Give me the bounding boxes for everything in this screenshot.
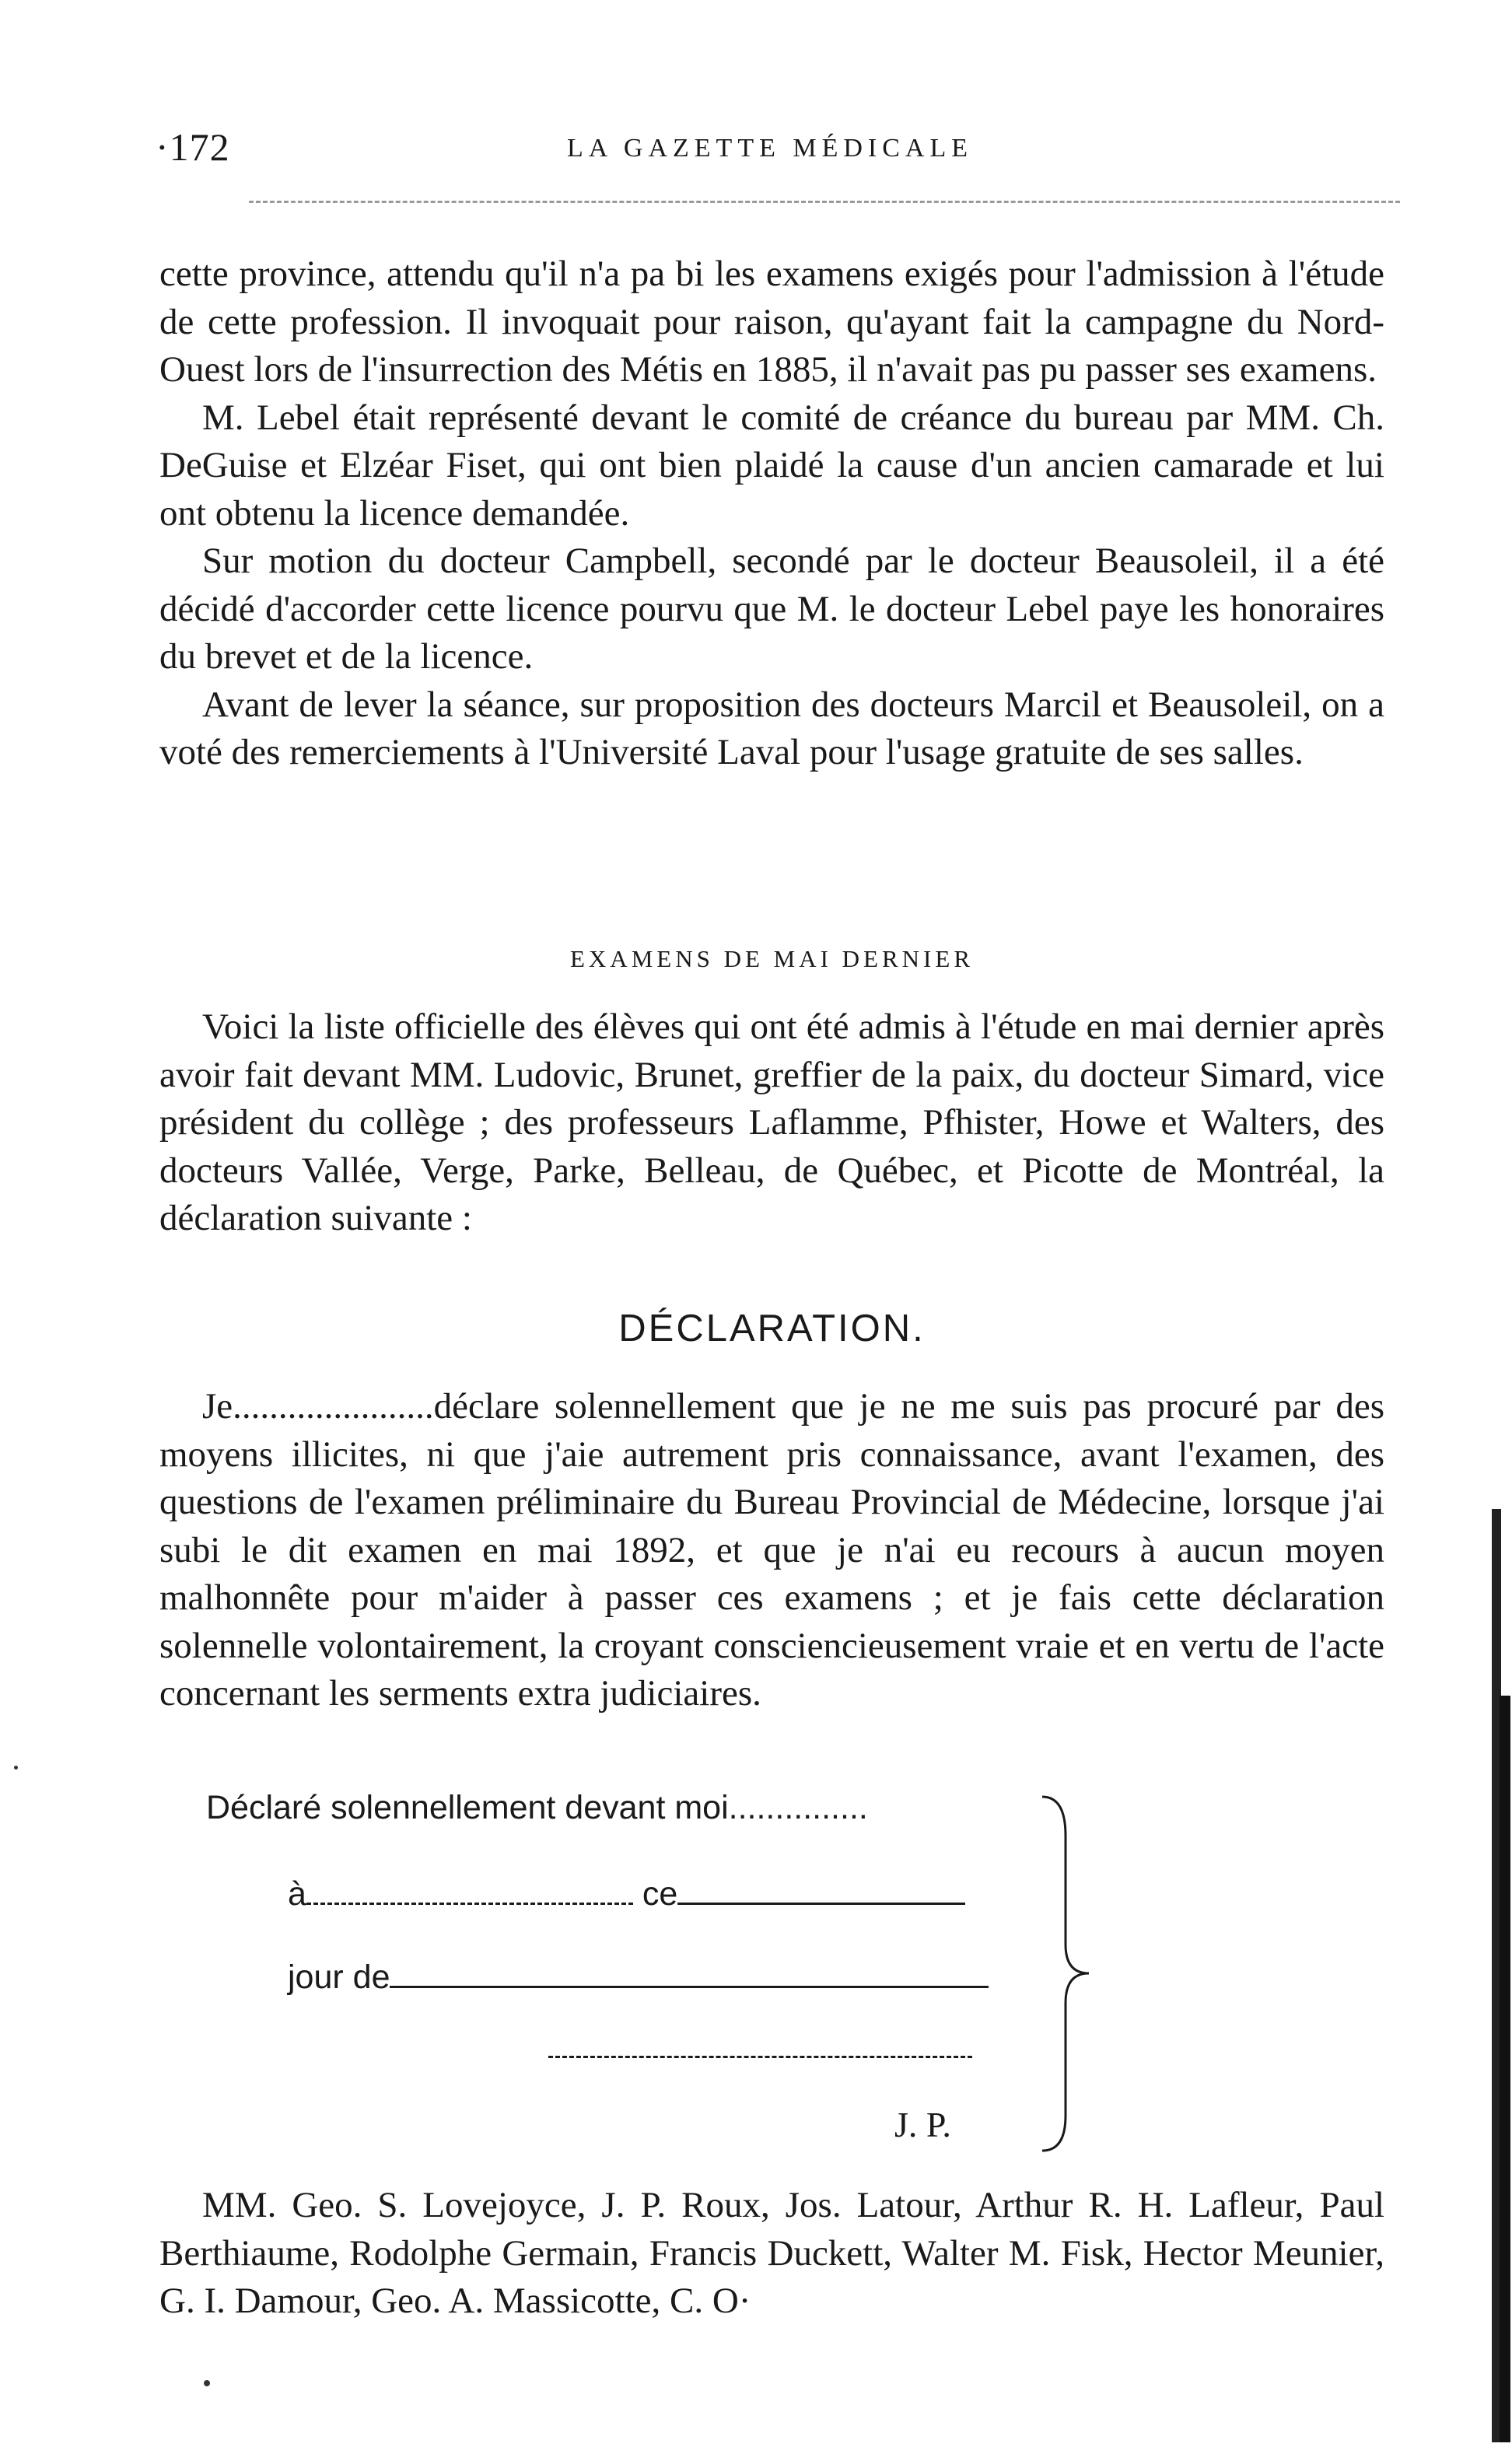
section-heading: EXAMENS DE MAI DERNIER [569,945,974,972]
form-line-place [288,1873,965,1913]
declaration-paragraph: Je......................déclare solennellement que je ne me suis pas procuré par des moyens illicites, ni que j'aie autrement pris connaissance, avant l'examen, des questions de l'examen préliminaire du Bureau Provincial de Médecine, lorsque j'ai subi le dit examen en mai 1892, et que je n'ai eu recours à aucun moyen malhonnête pour m'aider à passer ces examens ; et je fais cette déclaration solennelle volontairement, la croyant consciencieusement vraie et en vertu de l'acte concernant les serments extra judiciaires. [159,1386,1384,1714]
paragraph: Avant de lever la séance, sur proposition des docteurs Marcil et Beausoleil, on a voté des remerciements à l'Université Laval pour l'usage gratuite de ses salles. [159,684,1384,772]
brace-icon [1034,1789,1097,2158]
form-label-a: à [288,1875,306,1913]
paragraph: Voici la liste officielle des élèves qui ont été admis à l'étude en mai dernier après avoir fait devant MM. Ludovic, Brunet, greffier de la paix, du docteur Simard, vice président du collège ; des professeurs Laflamme, Pfhister, Howe et Walters, des docteurs Vallée, Verge, Parke, Belleau, de Québec, et Picotte de Montréal, la déclaration suivante : [159,1006,1384,1238]
declaration-form [206,1789,1077,2162]
declaration-block [159,1383,1384,1718]
form-line-signature [548,2026,972,2067]
body-block-exams [159,1003,1384,1243]
blank-place [306,1873,633,1905]
scan-speck [14,1766,18,1770]
paragraph: cette province, attendu qu'il n'a pa bi les examens exigés pour l'admission à l'étude de cette profession. Il invoquait pour raison, qu'ayant fait la campagne du Nord-Ouest lors de l'insurrection des Métis en 1885, il n'avait pas pu passer ses examens. [159,254,1384,390]
scan-speck [204,2380,210,2386]
header-rule [249,201,1400,203]
form-line-declared: Déclaré solennellement devant moi............... [206,1789,868,1826]
declaration-title: DÉCLARATION. [618,1308,926,1350]
form-line-day [288,1956,989,1997]
page-header [156,124,1384,179]
scan-edge-shadow [1500,1696,1510,2442]
paragraph: Sur motion du docteur Campbell, secondé par le docteur Beausoleil, il a été décidé d'accorder cette licence pourvu que M. le docteur Lebel paye les honoraires du brevet et de la licence. [159,541,1384,677]
paragraph: M. Lebel était représenté devant le comité de créance du bureau par MM. Ch. DeGuise et Elzéar Fiset, qui ont bien plaidé la cause d'un ancien camarade et lui ont obtenu la licence demandée. [159,397,1384,534]
signature-jp: J. P. [894,2105,951,2144]
form-label-jour: jour de [288,1959,390,1996]
blank-day [390,1956,989,1988]
running-head: LA GAZETTE MÉDICALE [566,134,974,163]
form-label-ce: ce [642,1875,678,1913]
blank-date [677,1873,965,1905]
names-paragraph: MM. Geo. S. Lovejoyce, J. P. Roux, Jos. Latour, Arthur R. H. Lafleur, Paul Berthiaume, Rodolphe Germain, Francis Duckett, Walter M. Fisk, Hector Meunier, G. I. Damour, Geo. A. Massicotte, C. O· [159,2185,1384,2321]
blank-signature [548,2026,972,2058]
page-number: ·172 [156,125,230,169]
body-block-top [159,250,1384,777]
